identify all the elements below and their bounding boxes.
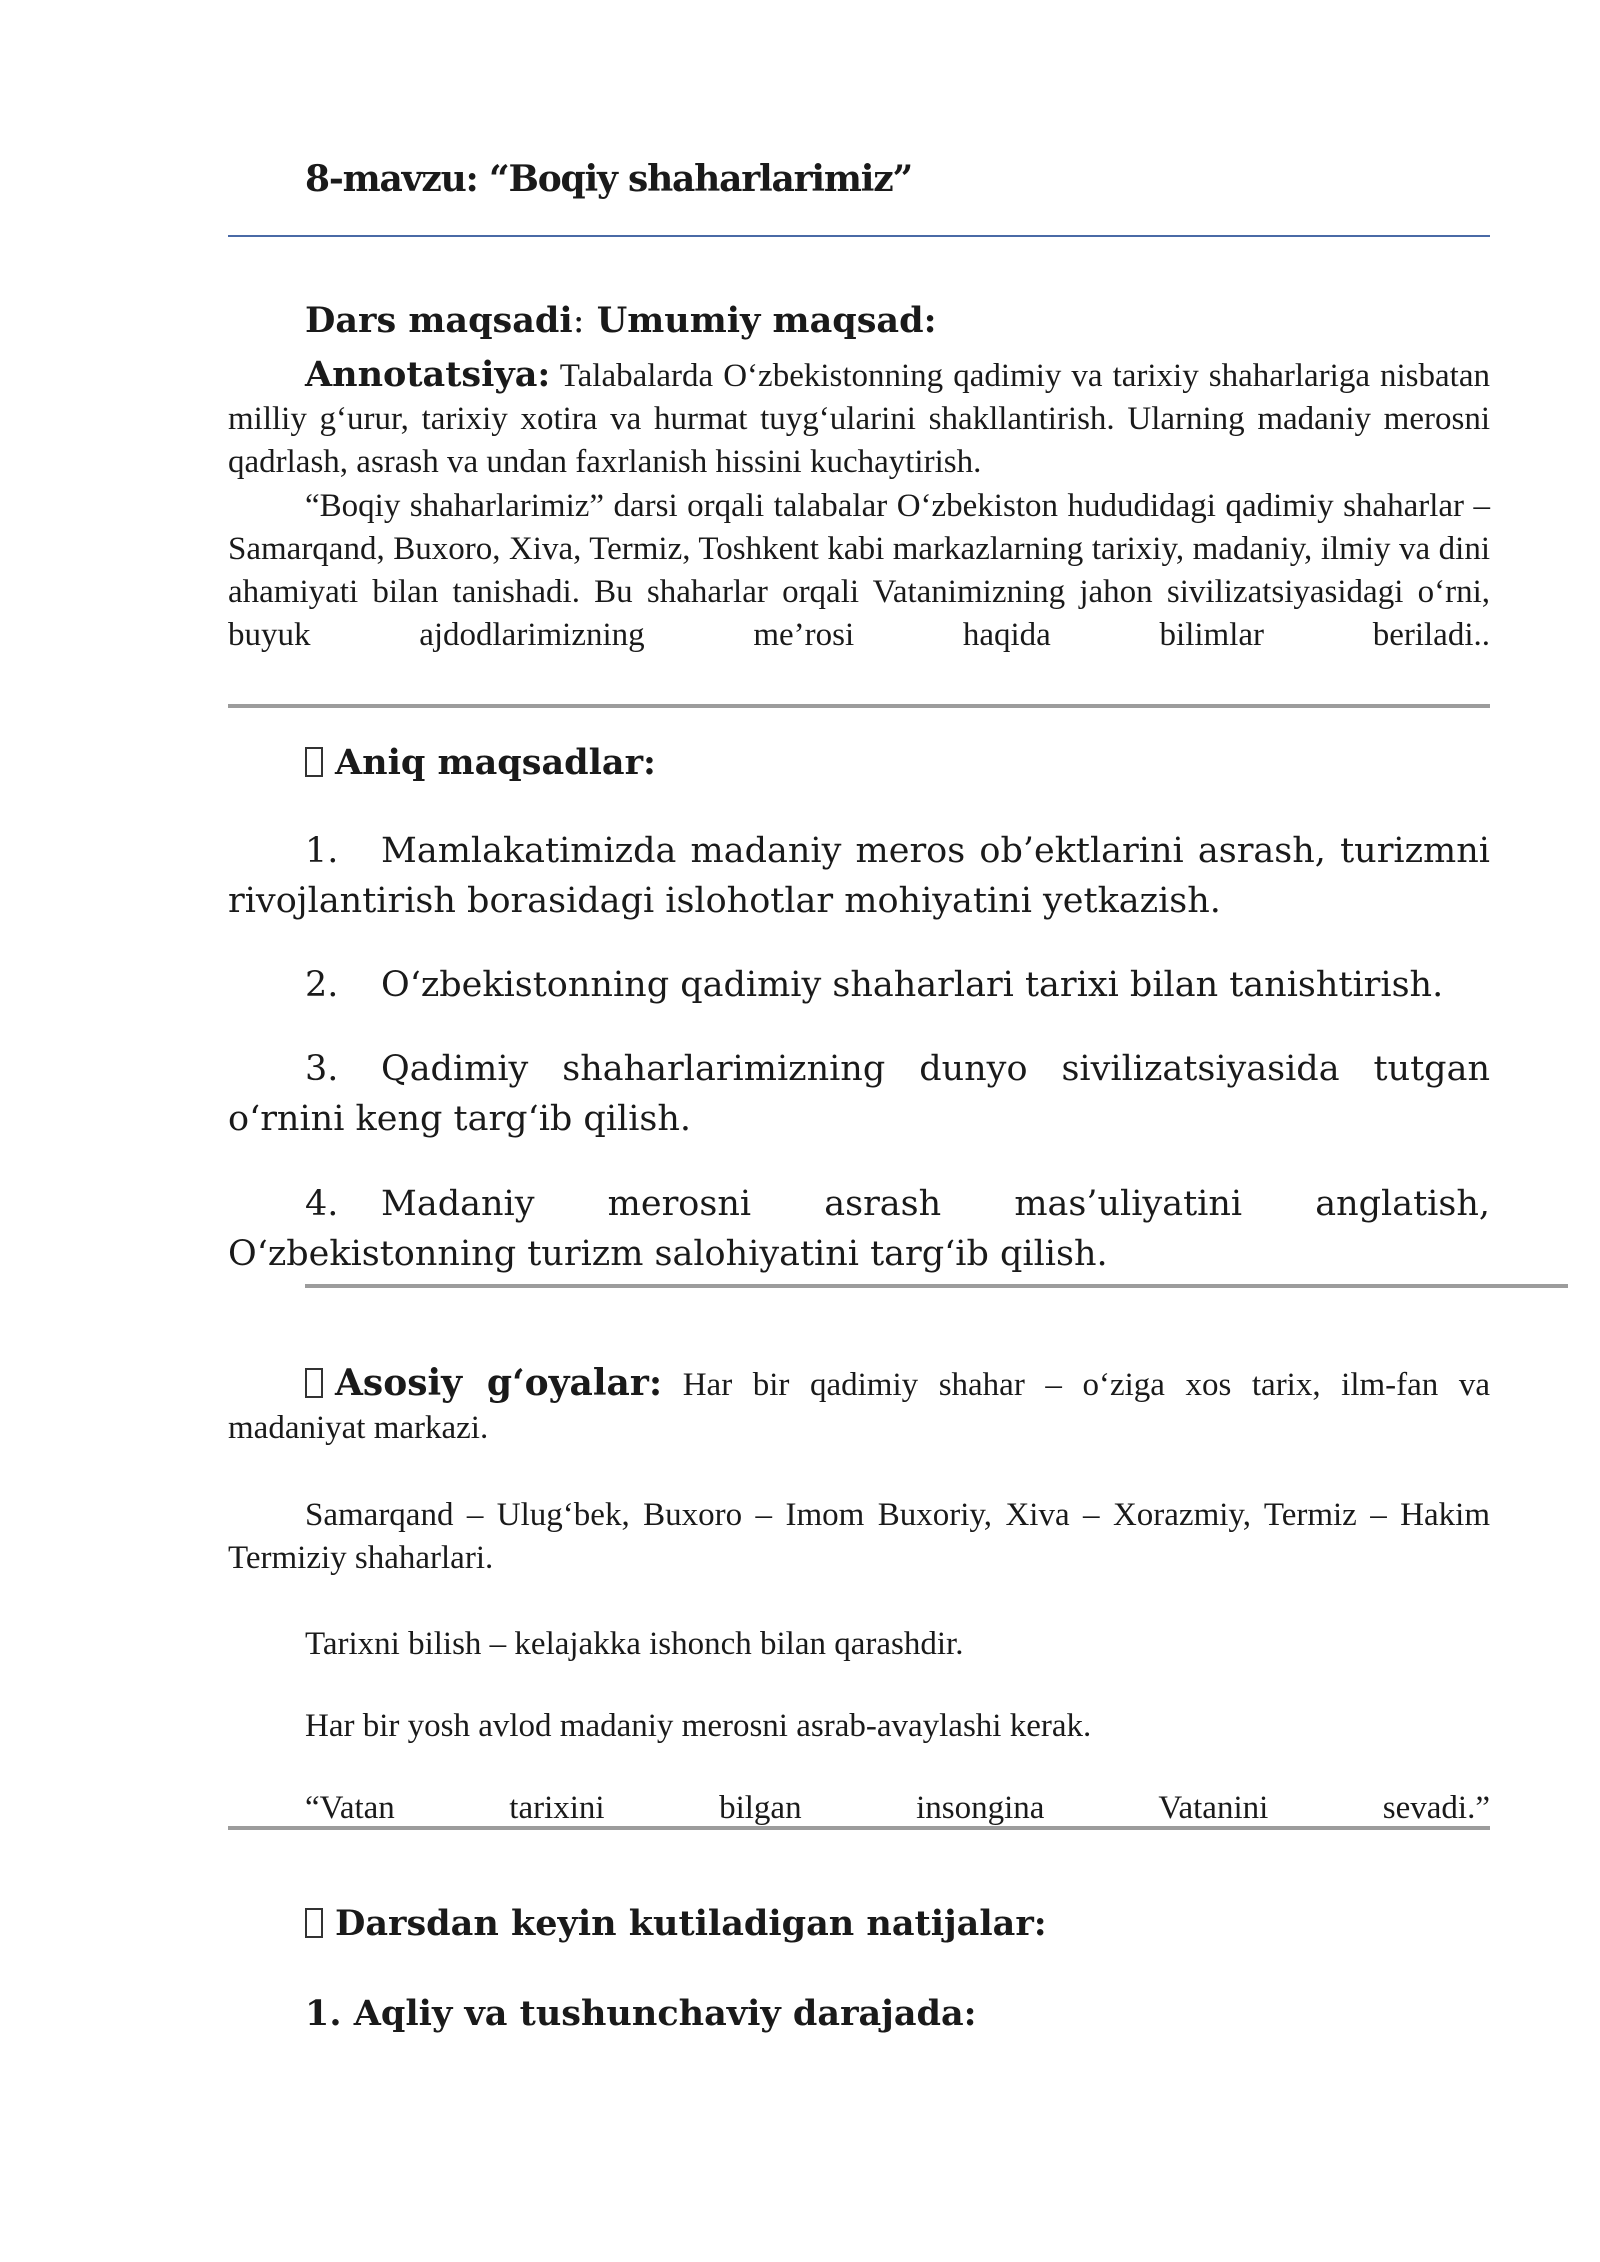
main-ideas-title: Asosiy g‘oyalar: xyxy=(335,1362,663,1404)
main-ideas-label xyxy=(305,1362,662,1404)
goal-number: 3. xyxy=(305,1049,339,1089)
idea-quote: “Vatan tarixini bilgan insongina Vatanini sevadi.” xyxy=(305,1790,1490,1826)
main-ideas-intro: Har bir qadimiy shahar – o‘ziga xos tarix, ilm-fan va madaniyat markazi. xyxy=(228,1367,1491,1446)
missing-glyph-icon xyxy=(305,1908,323,1938)
goal-item-3 xyxy=(228,1044,1490,1144)
annotation-label: Annotatsiya: xyxy=(305,354,551,395)
idea-item-1: Samarqand – Ulug‘bek, Buxoro – Imom Buxoriy, Xiva – Xorazmiy, Termiz – Hakim Termiziy shaharlari. xyxy=(228,1497,1490,1576)
idea-item-2: Tarixni bilish – kelajakka ishonch bilan qarashdir. xyxy=(305,1626,964,1662)
missing-glyph-icon xyxy=(305,747,323,777)
goal-text: Qadimiy shaharlarimizning dunyo sivilizatsiyasida tutgan o‘rnini keng targ‘ib qilish. xyxy=(228,1049,1490,1139)
specific-goals-title: Aniq maqsadlar: xyxy=(335,742,656,783)
section-divider xyxy=(228,1826,1490,1830)
general-objective: Umumiy maqsad: xyxy=(596,300,937,341)
annotation-paragraph-2: “Boqiy shaharlarimiz” darsi orqali talabalar O‘zbekiston hududidagi qadimiy shaharlar – Samarqand, Buxoro, Xiva, Termiz, Toshkent kabi markazlarning tarixiy, madaniy, ilmiy va dini ahamiyati bilan tanishadi. Bu shaharlar orqali Vatanimizning jahon sivilizatsiyasidagi o‘rni, buyuk ajdodlarimizning me’rosi haqida bilimlar beriladi.. xyxy=(228,488,1490,653)
goal-number: 1. xyxy=(305,831,339,871)
objective-label: Dars maqsadi xyxy=(305,300,573,341)
goal-text: Madaniy merosni asrash mas’uliyatini anglatish, O‘zbekistonning turizm salohiyatini targ‘ib qilish. xyxy=(228,1184,1490,1274)
missing-glyph-icon xyxy=(305,1368,323,1398)
goal-number: 4. xyxy=(305,1184,339,1224)
section-divider xyxy=(305,1284,1568,1288)
lesson-objective xyxy=(228,300,1490,341)
outcomes-heading xyxy=(228,1903,1490,1944)
goal-item-1 xyxy=(228,826,1490,926)
idea-item-3: Har bir yosh avlod madaniy merosni asrab-avaylashi kerak. xyxy=(305,1708,1092,1744)
title-divider xyxy=(228,235,1490,237)
section-divider xyxy=(228,704,1490,708)
goal-item-4 xyxy=(228,1179,1490,1279)
objective-separator: : xyxy=(572,301,585,341)
annotation-text: Talabalarda O‘zbekistonning qadimiy va tarixiy shaharlariga nisbatan milliy g‘urur, tarixiy xotira va hurmat tuyg‘ularini shakllantirish. Ularning madaniy merosni qadrlash, asrash va undan faxrlanish hissini kuchaytirish. xyxy=(228,358,1490,480)
goal-number: 2. xyxy=(305,965,339,1005)
specific-goals-heading xyxy=(228,742,1490,783)
goal-text: Mamlakatimizda madaniy meros ob’ektlarini asrash, turizmni rivojlantirish borasidagi islohotlar mohiyatini yetkazish. xyxy=(228,831,1490,921)
annotation-paragraph xyxy=(228,353,1490,484)
page-title: 8-mavzu: “Boqiy shaharlarimiz” xyxy=(305,158,913,200)
outcomes-subheading: 1. Aqliy va tushunchaviy darajada: xyxy=(305,1993,977,2034)
goal-text: O‘zbekistonning qadimiy shaharlari tarixi bilan tanishtirish. xyxy=(381,965,1444,1005)
main-ideas-paragraph xyxy=(228,1362,1490,1450)
outcomes-title: Darsdan keyin kutiladigan natijalar: xyxy=(335,1903,1047,1944)
goal-item-2 xyxy=(228,960,1490,1010)
